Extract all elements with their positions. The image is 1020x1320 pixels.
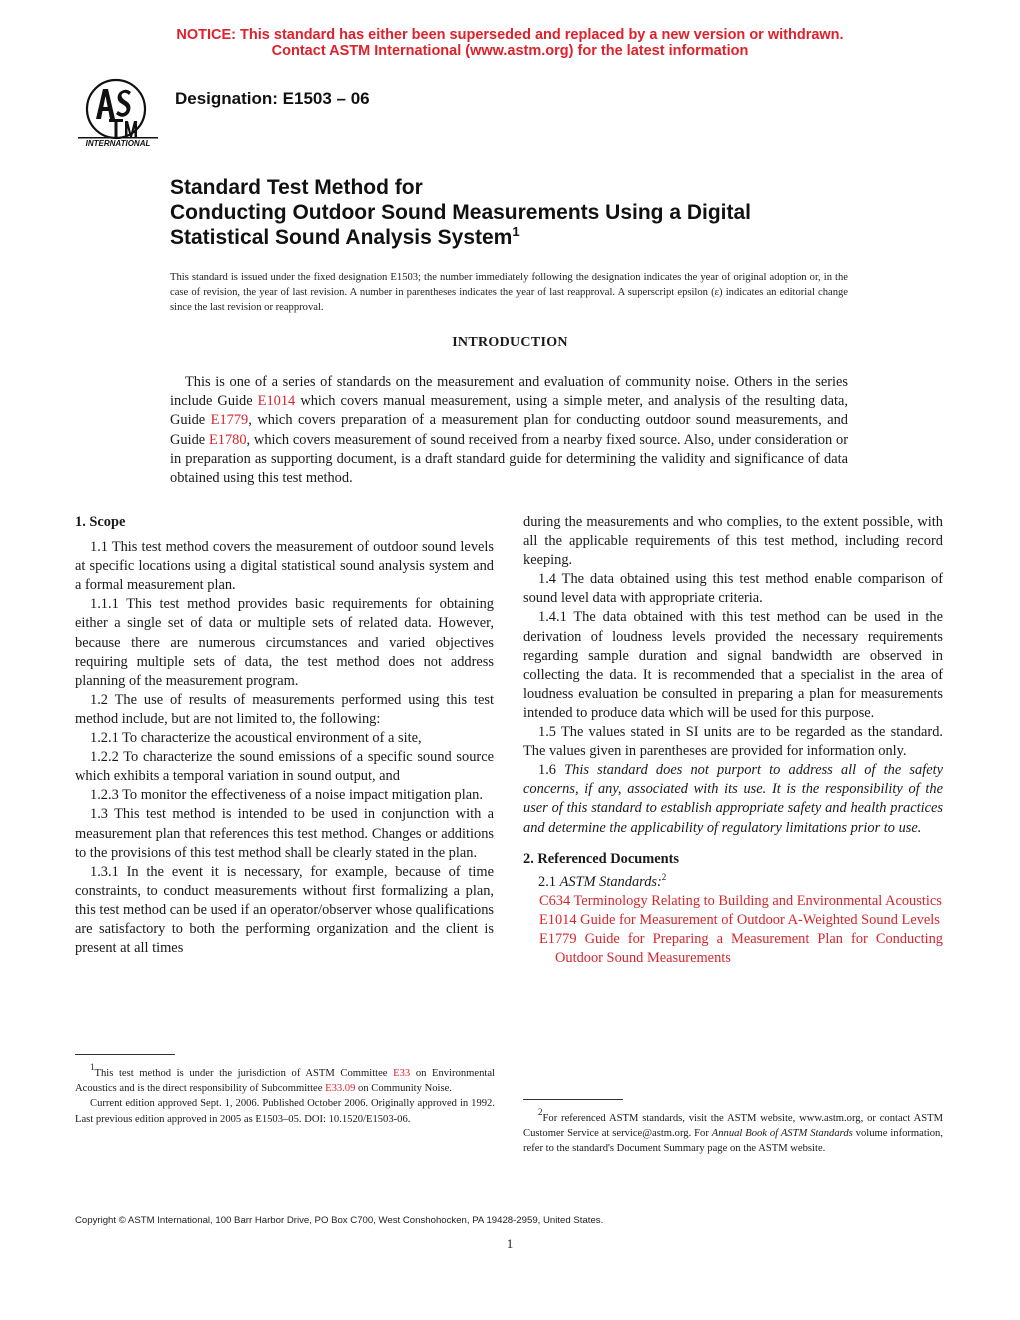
- footnote-1-text-2: on Environmental Acoustics and is the direct responsibility of Subcommittee: [75, 1068, 495, 1095]
- document-title: [170, 175, 890, 250]
- footnote-2: [523, 1107, 943, 1157]
- footnote-1: [75, 1062, 495, 1127]
- notice-line-2: Contact ASTM International (www.astm.org) for the latest information: [271, 43, 749, 59]
- para-1-6: [523, 761, 943, 837]
- footnote-link-e33[interactable]: E33: [393, 1068, 411, 1079]
- notice-line-1: NOTICE: This standard has either been superseded and replaced by a new version or withdrawn.: [176, 27, 844, 43]
- ref-e1779-title[interactable]: Guide for Preparing a Measurement Plan for Conducting Outdoor Sound Measurements: [555, 930, 943, 967]
- astm-logo-icon: [76, 75, 160, 149]
- issue-note: This standard is issued under the fixed designation E1503; the number immediately following the designation indicates the year of original adoption or, in the case of revision, the year of last revision. A number in parentheses indicates the year of last reapproval. A superscript epsilon (ε) indicates an editorial change since the last revision or reapproval.: [170, 272, 848, 313]
- intro-text-2: which covers manual measurement, using a simple meter, and analysis of the resulting data, Guide: [170, 393, 848, 429]
- designation: Designation: E1503 – 06: [175, 89, 370, 108]
- para-1-5: 1.5 The values stated in SI units are to be regarded as the standard. The values given in parentheses are provided for information only.: [523, 724, 943, 760]
- para-1-1-1: 1.1.1 This test method provides basic requirements for obtaining either a single set of data or multiple sets of related data. However, because there are numerous circumstances and varied objectives requiring multiple sets of data, the test method does not address planning of the measurement program.: [75, 596, 494, 689]
- ref-c634-link[interactable]: C634: [539, 892, 571, 909]
- para-2-1-label: ASTM Standards:: [559, 873, 662, 890]
- ref-e1779: [523, 930, 943, 968]
- intro-link-e1779[interactable]: E1779: [210, 412, 249, 429]
- footnote-1-para-2: Current edition approved Sept. 1, 2006. Published October 2006. Originally approved in 1992. Last previous edition approved in 2005 as E1503–05. DOI: 10.1520/E1503-06.: [75, 1098, 495, 1125]
- left-column: [75, 513, 494, 958]
- referenced-documents-heading: 2. Referenced Documents: [523, 850, 679, 867]
- footnote-1-text-1: This test method is under the jurisdiction of ASTM Committee: [94, 1068, 394, 1079]
- intro-text-1: This is one of a series of standards on the measurement and evaluation of community noise. Others in the series include Guide: [170, 374, 848, 410]
- para-1-4-1: 1.4.1 The data obtained with this test method can be used in the derivation of loudness levels provided the necessary requirements regarding sample duration and signal bandwidth are observed in collecting the data. It is recommended that a specialist in the area of loudness evaluation be consulted in preparing a plan for measurements intended to produce data which will be used for this purpose.: [523, 609, 943, 721]
- introduction-heading: INTRODUCTION: [452, 335, 568, 350]
- footnote-rule-left: [75, 1054, 175, 1055]
- withdrawn-notice: [0, 27, 1020, 59]
- right-column: [523, 513, 943, 968]
- title-line-3: [170, 225, 890, 250]
- title-line-1: Standard Test Method for: [170, 176, 423, 199]
- para-1-3-1: 1.3.1 In the event it is necessary, for example, because of time constraints, to conduct measurements without first formalizing a plan, this test method can be used if an operator/observer whose qualifications are satisfactory to both the performing organization and the client is present at all times: [75, 863, 494, 957]
- para-1-2-3: 1.2.3 To monitor the effectiveness of a noise impact mitigation plan.: [90, 787, 483, 804]
- scope-heading: 1. Scope: [75, 514, 126, 530]
- footnote-2-para: [523, 1107, 943, 1157]
- para-1-3: 1.3 This test method is intended to be used in conjunction with a measurement plan that references this test method. Changes or additions to the provisions of this test method shall be clearly stated in the plan.: [75, 806, 494, 861]
- para-1-6-number: 1.6: [538, 762, 565, 779]
- page-number: 1: [506, 1236, 514, 1251]
- intro-text-3: , which covers preparation of a measurement plan for conducting outdoor sound measurements, and Guide: [170, 412, 848, 448]
- footnote-2-text-1: For referenced ASTM standards, visit the ASTM website, www.astm.org, or contact ASTM Customer Service at service@astm.org. For: [523, 1113, 943, 1140]
- footnote-2-text-2: volume information, refer to the standard's Document Summary page on the ASTM website.: [523, 1128, 943, 1155]
- para-1-6-text: This standard does not purport to address all of the safety concerns, if any, associated with its use. It is the responsibility of the user of this standard to establish appropriate safety and health practices and determine the applicability of regulatory limitations prior to use.: [523, 762, 943, 836]
- footnote-rule-right: [523, 1099, 623, 1100]
- title-line-3-text: Statistical Sound Analysis System: [170, 226, 513, 249]
- title-line-2: Conducting Outdoor Sound Measurements Using a Digital: [170, 201, 752, 224]
- copyright-line: Copyright © ASTM International, 100 Barr Harbor Drive, PO Box C700, West Conshohocken, PA 19428-2959, United States.: [75, 1215, 604, 1226]
- footnote-2-annual-book: Annual Book of ASTM Standards: [711, 1128, 853, 1140]
- ref-e1779-link[interactable]: E1779: [539, 930, 577, 947]
- para-1-1: 1.1 This test method covers the measurement of outdoor sound levels at specific locations using a digital statistical sound analysis system and a formal measurement plan.: [75, 539, 494, 594]
- ref-e1014: [523, 911, 943, 930]
- para-2-1: [523, 873, 943, 892]
- para-1-2: 1.2 The use of results of measurements performed using this test method include, but are not limited to, the following:: [75, 691, 494, 727]
- intro-link-e1014[interactable]: E1014: [257, 393, 296, 410]
- footnote-1-mark: 1: [90, 1062, 95, 1072]
- ref-e1014-title[interactable]: Guide for Measurement of Outdoor A-Weighted Sound Levels: [576, 911, 940, 928]
- para-2-1-footnote-mark: 2: [661, 871, 667, 882]
- para-1-4: 1.4 The data obtained using this test method enable comparison of sound level data with appropriate criteria.: [523, 571, 943, 607]
- para-1-2-2: 1.2.2 To characterize the sound emissions of a specific sound source which exhibits a temporal variation in sound output, and: [75, 749, 494, 785]
- ref-c634-title[interactable]: Terminology Relating to Building and Environmental Acoustics: [570, 892, 942, 909]
- footnote-link-e33-09[interactable]: E33.09: [325, 1083, 356, 1095]
- intro-link-e1780[interactable]: E1780: [208, 431, 247, 448]
- astm-logo: [76, 75, 160, 149]
- title-footnote-mark: 1: [512, 224, 520, 239]
- introduction-body: [170, 373, 848, 488]
- footnote-1-para-1: [75, 1062, 495, 1096]
- para-2-1-number: 2.1: [538, 873, 560, 890]
- footnote-2-mark: 2: [538, 1107, 543, 1117]
- footnote-1-text-3: on Community Noise.: [355, 1083, 452, 1095]
- ref-c634: [523, 892, 943, 911]
- logo-wordmark: INTERNATIONAL: [85, 139, 151, 148]
- intro-text-4: , which covers measurement of sound received from a nearby fixed source. Also, under consideration or in preparation as supporting document, is a draft standard guide for determining the validity and significance of data obtained using this test method.: [170, 431, 848, 487]
- para-1-3-1-continued: during the measurements and who complies, to the extent possible, with all the applicable requirements of this test method, including record keeping.: [523, 514, 943, 569]
- ref-e1014-link[interactable]: E1014: [539, 911, 577, 928]
- para-1-2-1: 1.2.1 To characterize the acoustical environment of a site,: [90, 730, 422, 747]
